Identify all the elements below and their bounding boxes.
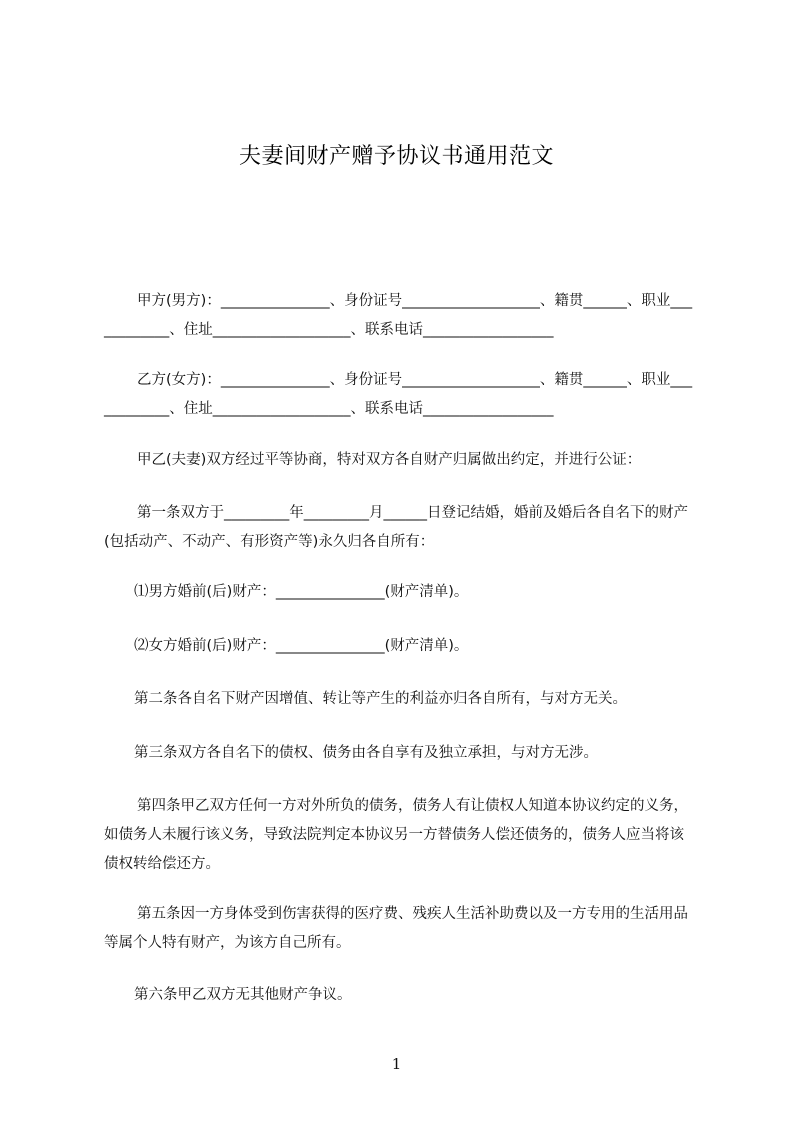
article-3: 第三条双方各自名下的债权、债务由各自享有及独立承担，与对方无涉。 bbox=[134, 745, 598, 761]
preamble: 甲乙(夫妻)双方经过平等协商，特对双方各自财产归属做出约定，并进行公证： bbox=[137, 452, 642, 468]
party-a-info: 甲方(男方)：_______________、身份证号___________________、籍贯______、职业____________、住址___________________、联系电话__________________ bbox=[104, 293, 693, 338]
party-b-info: 乙方(女方)：_______________、身份证号___________________、籍贯______、职业____________、住址___________________、联系电话__________________ bbox=[104, 372, 693, 417]
article-2: 第二条各自名下财产因增值、转让等产生的利益亦归各自所有，与对方无关。 bbox=[134, 691, 627, 707]
page-number: 1 bbox=[391, 1055, 402, 1073]
article-1-item-2: ⑵女方婚前(后)财产：_______________(财产清单)。 bbox=[134, 638, 469, 654]
article-1: 第一条双方于_________年_________月______日登记结婚，婚前及婚后各自名下的财产(包括动产、不动产、有形资产等)永久归各自所有： bbox=[104, 505, 688, 550]
document-title: 夫妻间财产赠予协议书通用范文 bbox=[238, 144, 554, 169]
article-5: 第五条因一方身体受到伤害获得的医疗费、残疾人生活补助费以及一方专用的生活用品等属个人特有财产，为该方自己所有。 bbox=[104, 906, 688, 951]
article-6: 第六条甲乙双方无其他财产争议。 bbox=[134, 987, 352, 1003]
article-4: 第四条甲乙双方任何一方对外所负的债务，债务人有让债权人知道本协议约定的义务，如债务人未履行该义务，导致法院判定本协议另一方替债务人偿还债务的，债务人应当将该债权转给偿还方。 bbox=[104, 798, 688, 872]
article-1-item-1: ⑴男方婚前(后)财产：_______________(财产清单)。 bbox=[134, 584, 469, 600]
